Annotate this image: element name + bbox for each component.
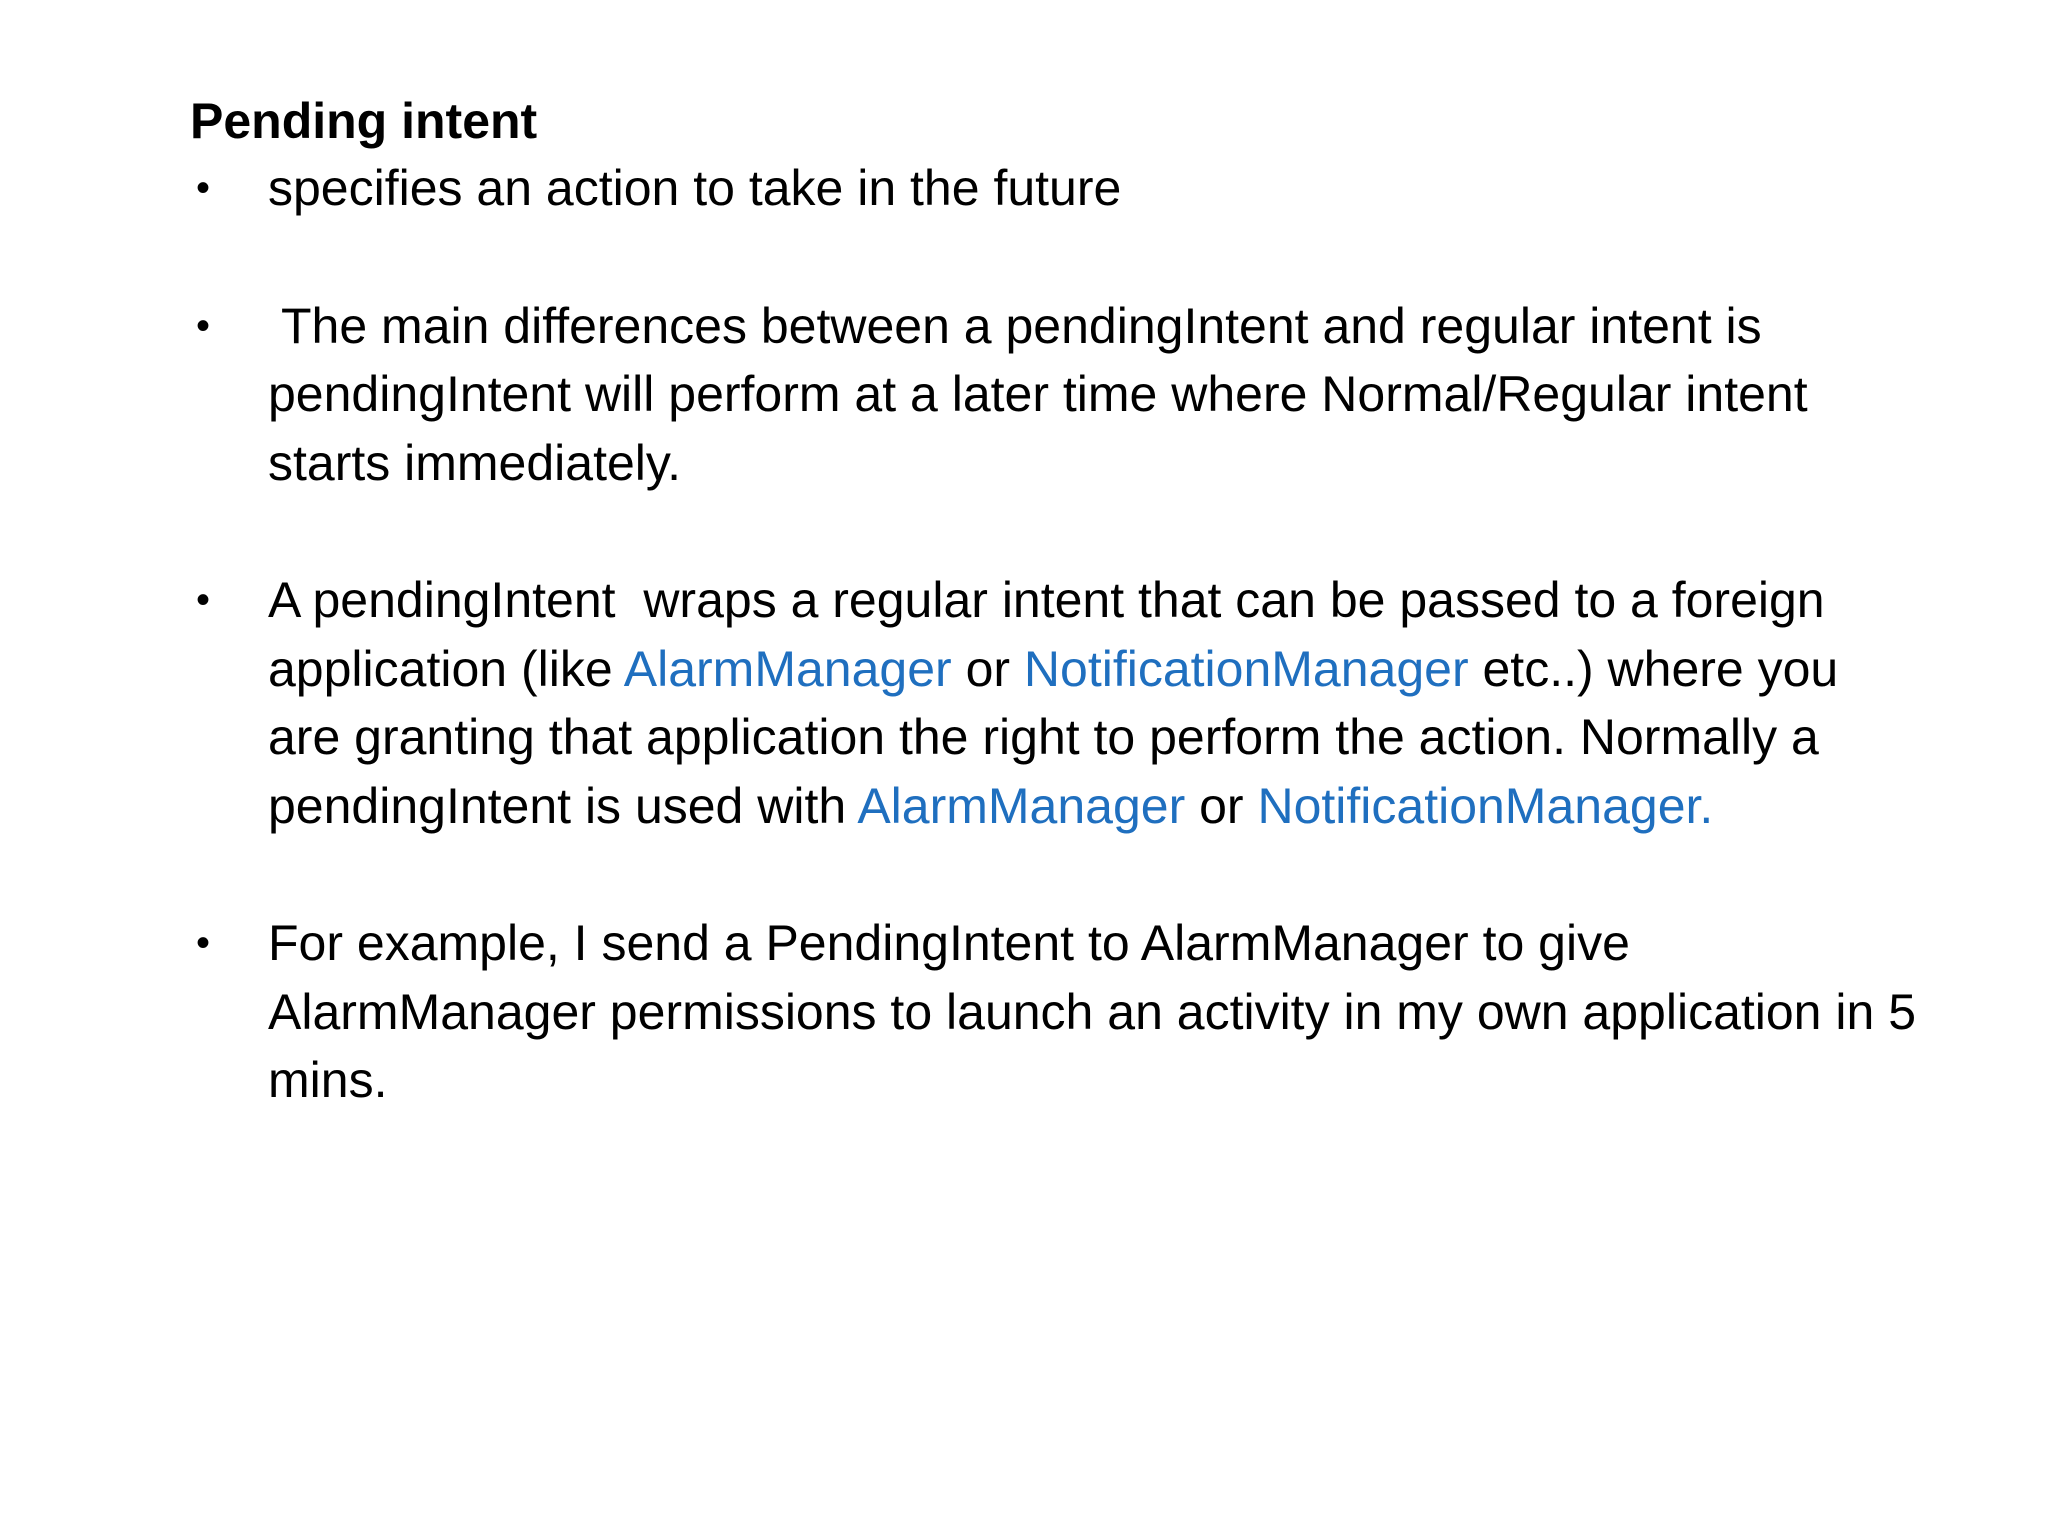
bullet-line: mins. [268,1052,388,1108]
text-run: application (like [268,640,624,697]
bullet-line: For example, I send a PendingIntent to AlarmManager to give [268,915,1630,971]
text-run: pendingIntent is used with [268,777,858,834]
bullet-line: are granting that application the right to perform the action. Normally a [268,709,1819,765]
alarm-manager-link: AlarmManager [623,640,952,697]
bullet-line: AlarmManager permissions to launch an activity in my own application in 5 [268,983,1916,1040]
bullet-item-1 [190,154,2000,223]
bullet-marker: • [196,166,211,210]
bullet-line: starts immediately. [268,434,682,491]
bullet-text [268,292,2000,498]
text-run: or [951,640,1024,697]
bullet-text [268,154,2000,223]
notification-manager-link: NotificationManager. [1257,777,1714,834]
slide-content [190,88,2000,1184]
bullet-item-2 [190,292,2000,498]
bullet-line [268,772,2000,841]
alarm-manager-link: AlarmManager [857,777,1186,834]
bullet-marker: • [196,578,211,622]
bullet-marker: • [196,921,211,965]
bullet-item-3 [190,566,2000,840]
bullet-line: specifies an action to take in the future [268,160,1122,216]
bullet-marker: • [196,303,211,348]
bullet-line: pendingIntent will perform at a later time where Normal/Regular intent [268,366,1808,422]
bullet-line: The main differences between a pendingIntent and regular intent is [268,297,1762,354]
bullet-line [268,635,2000,704]
slide-title: Pending intent [190,93,538,149]
notification-manager-link: NotificationManager [1023,640,1469,697]
text-run: etc..) where you [1468,640,1839,697]
bullet-text [268,909,2000,1115]
bullet-text [268,566,2000,840]
bullet-line: A pendingIntent wraps a regular intent that can be passed to a foreign [268,572,1825,628]
bullet-list [190,154,2000,1115]
text-run: or [1185,777,1258,834]
bullet-item-4 [190,909,2000,1115]
